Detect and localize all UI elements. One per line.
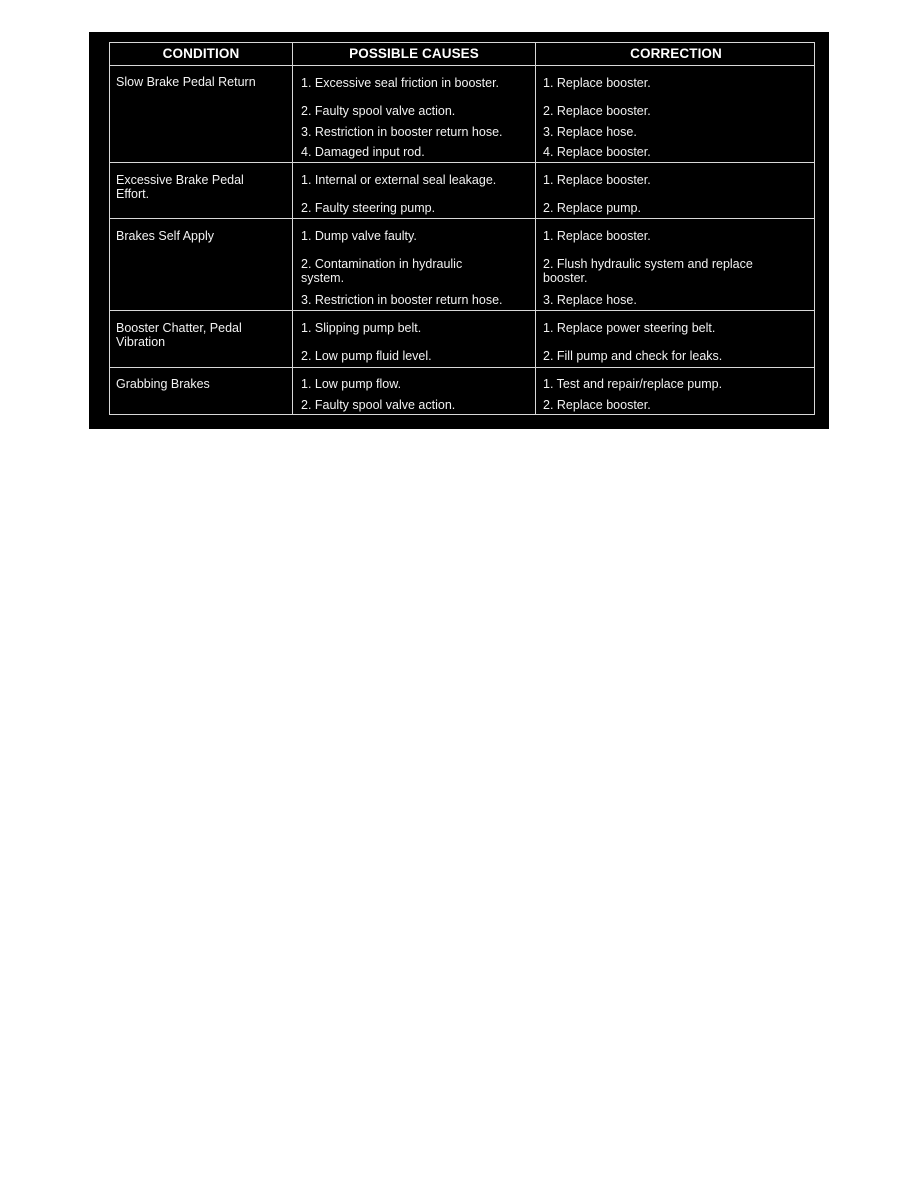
cause-item: 1. Low pump flow. (301, 377, 402, 391)
condition-cell (116, 321, 242, 349)
cause-item: 4. Damaged input rod. (301, 145, 425, 159)
correction-item: 2. Fill pump and check for leaks. (543, 349, 723, 363)
cause-item: 1. Slipping pump belt. (301, 321, 422, 335)
correction-item: 1. Replace booster. (543, 173, 651, 187)
condition-line: Effort. (116, 187, 150, 201)
troubleshooting-table-panel (89, 32, 829, 429)
cause-item: 3. Restriction in booster return hose. (301, 293, 503, 307)
condition-cell (116, 75, 256, 89)
condition-line: Excessive Brake Pedal (116, 173, 244, 187)
correction-item: 4. Replace booster. (543, 145, 651, 159)
condition-line: Slow Brake Pedal Return (116, 75, 256, 89)
correction-item: 1. Replace booster. (543, 76, 651, 90)
correction-item: 2. Replace booster. (543, 398, 651, 412)
correction-item: 1. Replace power steering belt. (543, 321, 716, 335)
header-correction: CORRECTION (630, 46, 722, 61)
cause-line: 2. Contamination in hydraulic (301, 257, 463, 271)
condition-line: Brakes Self Apply (116, 229, 214, 243)
column-divider (535, 43, 536, 414)
correction-item: 3. Replace hose. (543, 293, 637, 307)
condition-cell (116, 229, 214, 243)
row-divider (110, 162, 814, 163)
cause-item: 1. Dump valve faulty. (301, 229, 417, 243)
condition-line: Grabbing Brakes (116, 377, 210, 391)
condition-line: Booster Chatter, Pedal (116, 321, 242, 335)
correction-line: 2. Flush hydraulic system and replace (543, 257, 753, 271)
condition-line: Vibration (116, 335, 166, 349)
cause-item: 3. Restriction in booster return hose. (301, 125, 503, 139)
column-divider (292, 43, 293, 414)
header-possible-causes: POSSIBLE CAUSES (349, 46, 479, 61)
cause-item: 2. Faulty steering pump. (301, 201, 436, 215)
cause-item: 1. Excessive seal friction in booster. (301, 76, 500, 90)
row-divider (110, 310, 814, 311)
troubleshooting-table (109, 42, 815, 415)
cause-item (301, 257, 462, 285)
condition-cell (116, 173, 244, 201)
correction-item: 2. Replace pump. (543, 201, 641, 215)
row-divider (110, 218, 814, 219)
cause-item: 2. Faulty spool valve action. (301, 398, 456, 412)
correction-item (543, 257, 753, 285)
header-divider (110, 65, 814, 66)
cause-line: system. (301, 271, 345, 285)
row-divider (110, 367, 814, 368)
correction-item: 2. Replace booster. (543, 104, 651, 118)
correction-item: 3. Replace hose. (543, 125, 637, 139)
cause-item: 2. Low pump fluid level. (301, 349, 432, 363)
cause-item: 2. Faulty spool valve action. (301, 104, 456, 118)
correction-line: booster. (543, 271, 588, 285)
correction-item: 1. Replace booster. (543, 229, 651, 243)
condition-cell (116, 377, 210, 391)
cause-item: 1. Internal or external seal leakage. (301, 173, 497, 187)
correction-item: 1. Test and repair/replace pump. (543, 377, 723, 391)
header-condition: CONDITION (162, 46, 240, 61)
